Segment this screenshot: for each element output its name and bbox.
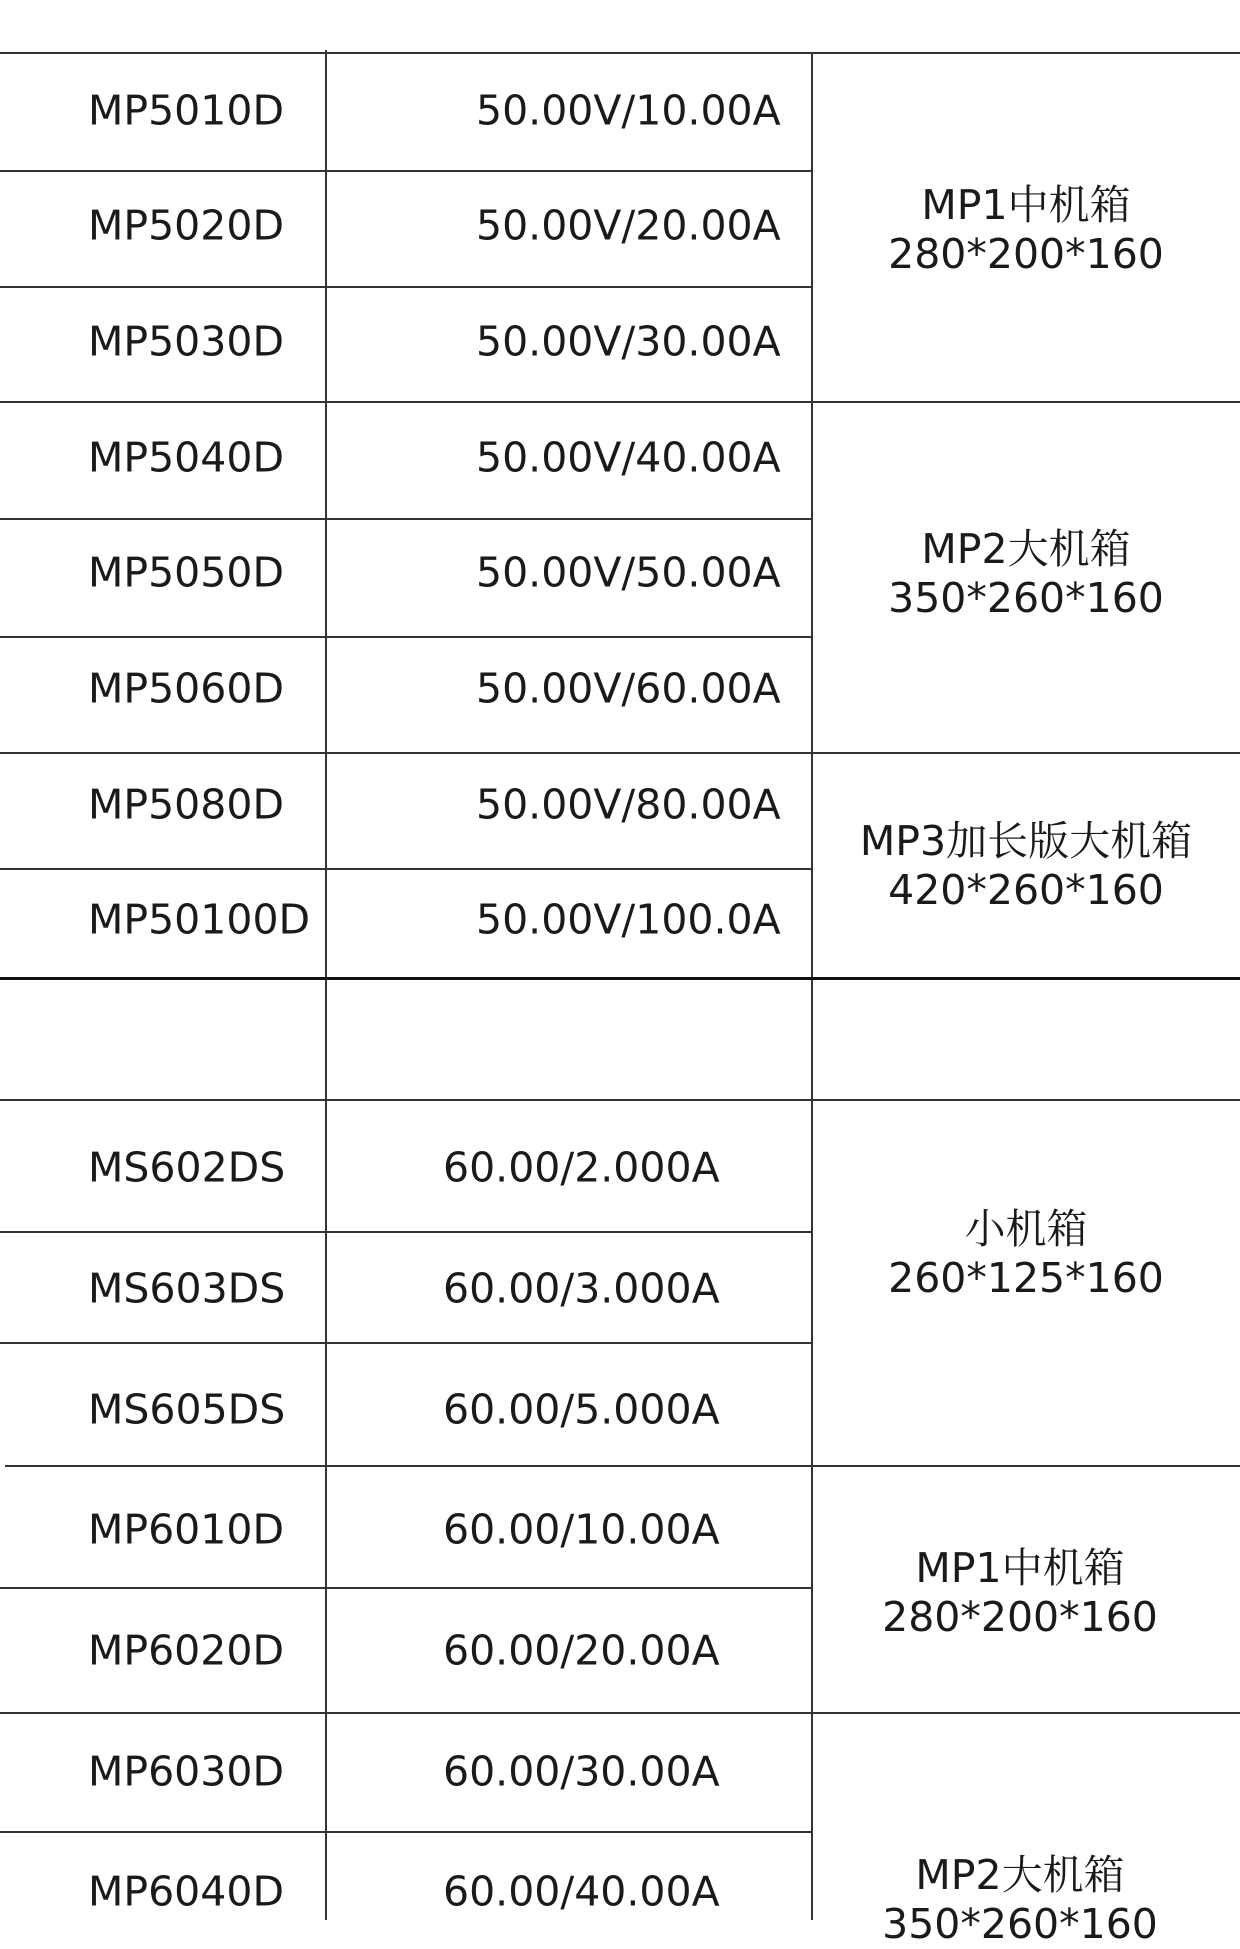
chassis-cell	[806, 1544, 1234, 1642]
model-cell: MS605DS	[88, 1385, 286, 1434]
chassis-cell	[812, 525, 1240, 623]
row-border	[0, 1342, 812, 1344]
chassis-size: 280*200*160	[888, 230, 1164, 278]
model-cell: MP5060D	[88, 664, 285, 713]
row-border	[0, 170, 812, 172]
spec-cell: 60.00/5.000A	[443, 1385, 720, 1434]
spec-cell: 50.00V/30.00A	[476, 317, 781, 366]
model-cell: MP6010D	[88, 1505, 285, 1554]
model-cell: MP5040D	[88, 433, 285, 482]
chassis-size: 420*260*160	[888, 866, 1164, 914]
spec-cell: 50.00V/10.00A	[476, 86, 781, 135]
model-cell: MP5080D	[88, 780, 285, 829]
spec-cell: 60.00/2.000A	[443, 1143, 720, 1192]
model-cell: MS603DS	[88, 1264, 286, 1313]
row-border	[0, 1712, 1240, 1714]
row-border	[0, 286, 812, 288]
chassis-size: 280*200*160	[882, 1593, 1158, 1641]
column-border	[325, 50, 327, 1920]
model-cell: MP50100D	[88, 895, 311, 944]
model-cell: MP6040D	[88, 1867, 285, 1916]
spec-cell: 50.00V/100.0A	[476, 895, 781, 944]
spec-cell: 50.00V/60.00A	[476, 664, 781, 713]
row-border	[0, 518, 812, 520]
model-cell: MP5020D	[88, 201, 285, 250]
chassis-cell	[806, 1851, 1234, 1949]
model-cell: MP5030D	[88, 317, 285, 366]
model-cell: MP5050D	[88, 548, 285, 597]
chassis-size: 350*260*160	[888, 574, 1164, 622]
chassis-cell	[812, 1205, 1240, 1303]
chassis-name: 小机箱	[964, 1205, 1088, 1253]
chassis-name: MP3加长版大机箱	[859, 817, 1193, 865]
spec-cell: 60.00/20.00A	[443, 1626, 720, 1675]
chassis-name: MP1中机箱	[921, 181, 1131, 229]
chassis-name: MP2大机箱	[915, 1851, 1125, 1899]
chassis-size: 350*260*160	[882, 1900, 1158, 1948]
spec-cell: 50.00V/50.00A	[476, 548, 781, 597]
model-cell: MS602DS	[88, 1143, 286, 1192]
model-cell: MP5010D	[88, 86, 285, 135]
spec-cell: 50.00V/20.00A	[476, 201, 781, 250]
spec-cell: 60.00/40.00A	[443, 1867, 720, 1916]
section-divider	[0, 977, 1240, 980]
row-border	[0, 52, 1240, 54]
row-border	[0, 1831, 812, 1833]
row-border	[0, 1587, 812, 1589]
chassis-size: 260*125*160	[888, 1254, 1164, 1302]
row-border	[0, 1231, 812, 1233]
chassis-name: MP1中机箱	[915, 1544, 1125, 1592]
spec-cell: 60.00/30.00A	[443, 1747, 720, 1796]
chassis-cell	[812, 817, 1240, 915]
spec-cell: 50.00V/40.00A	[476, 433, 781, 482]
spec-cell: 50.00V/80.00A	[476, 780, 781, 829]
row-border	[0, 868, 812, 870]
spec-cell: 60.00/3.000A	[443, 1264, 720, 1313]
row-border	[0, 636, 812, 638]
chassis-cell	[812, 181, 1240, 279]
row-border	[0, 401, 1240, 403]
chassis-name: MP2大机箱	[921, 525, 1131, 573]
row-border	[0, 1099, 1240, 1101]
row-border	[5, 1465, 1240, 1467]
spec-cell: 60.00/10.00A	[443, 1505, 720, 1554]
row-border	[0, 752, 1240, 754]
model-cell: MP6030D	[88, 1747, 285, 1796]
model-cell: MP6020D	[88, 1626, 285, 1675]
